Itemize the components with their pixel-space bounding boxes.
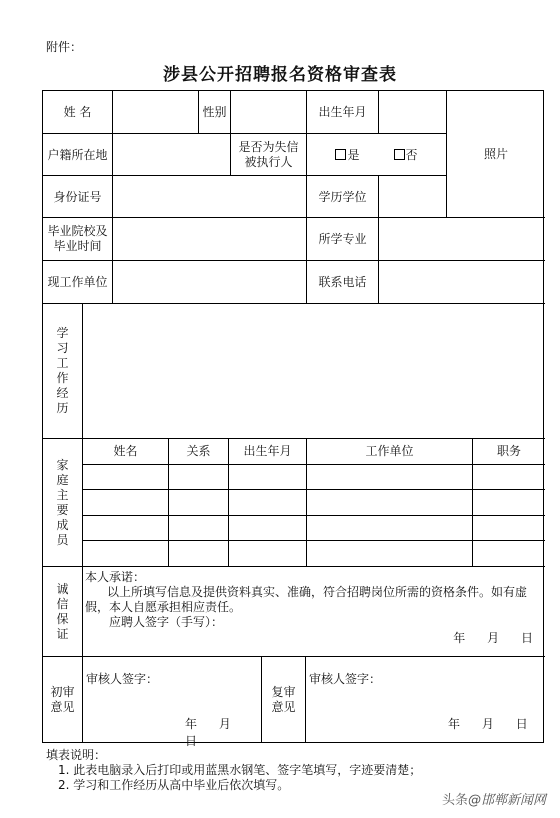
school-input[interactable]	[113, 218, 307, 261]
option-yes-label: 是	[347, 147, 360, 162]
first-review-day: 日	[185, 734, 198, 748]
gender-label: 性别	[199, 91, 231, 134]
option-no[interactable]	[394, 148, 418, 162]
page-title: 涉县公开招聘报名资格审查表	[163, 65, 397, 85]
major-input[interactable]	[379, 218, 545, 261]
study-work-input[interactable]	[83, 304, 545, 439]
phone-input[interactable]	[379, 261, 545, 304]
pledge-year: 年	[453, 631, 466, 645]
photo-label: 照片	[483, 147, 508, 161]
family-cell[interactable]	[83, 516, 169, 542]
pledge-content	[83, 567, 545, 657]
family-cell[interactable]	[473, 516, 545, 542]
discredited-label-line2: 被执行人	[244, 154, 293, 169]
first-review-line2: 意见	[50, 699, 75, 714]
family-cell[interactable]	[83, 465, 169, 491]
notes-item: 1. 此表电脑录入后打印或用蓝黑水钢笔、签字笔填写，字迹要清楚；	[58, 763, 422, 777]
family-cell[interactable]	[169, 465, 229, 491]
pledge-heading: 本人承诺：	[85, 570, 146, 584]
applicant-signature-label[interactable]: 应聘人签字（手写）：	[109, 615, 224, 629]
phone-label: 联系电话	[307, 261, 379, 304]
notes-heading: 填表说明：	[46, 748, 107, 762]
employer-input[interactable]	[113, 261, 307, 304]
study-work-char: 历	[56, 401, 69, 415]
watermark-handle: @邯郸新闻网	[467, 793, 546, 808]
notes-item: 2. 学习和工作经历从高中毕业后依次填写。	[58, 778, 290, 792]
family-char: 主	[56, 487, 69, 502]
pledge-char: 诚	[56, 581, 69, 596]
first-review-area[interactable]	[83, 657, 262, 748]
household-input[interactable]	[113, 134, 231, 176]
checkbox-icon	[394, 149, 405, 160]
watermark-prefix: 头条	[441, 793, 468, 808]
family-char: 家	[56, 457, 69, 472]
school-label-line1: 毕业院校及	[47, 224, 108, 238]
family-cell[interactable]	[83, 490, 169, 516]
birth-month-input[interactable]	[379, 91, 447, 134]
pledge-char: 证	[56, 626, 69, 641]
family-cell[interactable]	[473, 465, 545, 491]
second-review-year: 年	[448, 717, 461, 731]
school-label	[43, 218, 113, 261]
family-cell[interactable]	[169, 490, 229, 516]
pledge-label	[43, 567, 83, 657]
family-column-header: 出生年月	[229, 439, 307, 465]
first-review-date	[167, 715, 261, 749]
option-yes[interactable]	[335, 148, 359, 162]
family-cell[interactable]	[229, 516, 307, 542]
name-input[interactable]	[113, 91, 199, 134]
second-review-area[interactable]	[306, 657, 545, 742]
name-label: 姓 名	[43, 91, 113, 134]
pledge-date[interactable]	[435, 631, 533, 646]
first-review-month: 月	[218, 717, 231, 731]
form-notes	[46, 748, 421, 793]
education-input[interactable]	[379, 176, 447, 218]
second-review-date	[430, 715, 528, 732]
family-cell[interactable]	[307, 541, 473, 567]
second-review-line1: 复审	[271, 684, 296, 699]
second-review-line2: 意见	[271, 699, 296, 714]
employer-label: 现工作单位	[43, 261, 113, 304]
school-label-line2: 毕业时间	[53, 239, 102, 253]
family-label	[43, 439, 83, 567]
pledge-statement: 以上所填写信息及提供资料真实、准确，符合招聘岗位所需的资格条件。如有虚假，本人自愿承担相应责任。	[85, 585, 528, 614]
second-reviewer-signature-label: 审核人签字：	[309, 672, 382, 686]
major-label: 所学专业	[307, 218, 379, 261]
family-column-header: 职务	[473, 439, 545, 465]
family-column-header: 关系	[169, 439, 229, 465]
discredited-label	[231, 134, 307, 176]
second-review-label	[262, 657, 306, 742]
first-review-label	[43, 657, 83, 742]
family-cell[interactable]	[229, 465, 307, 491]
family-char: 庭	[56, 472, 69, 487]
household-label: 户籍所在地	[43, 134, 113, 176]
study-work-char: 作	[56, 371, 69, 385]
watermark	[442, 789, 546, 808]
pledge-month: 月	[487, 631, 500, 645]
family-cell[interactable]	[83, 541, 169, 567]
discredited-label-line1: 是否为失信	[238, 139, 299, 154]
study-work-char: 学	[56, 326, 69, 340]
first-reviewer-signature-label: 审核人签字：	[86, 672, 159, 686]
first-review-line1: 初审	[50, 684, 75, 699]
pledge-char: 信	[56, 596, 69, 611]
education-label: 学历学位	[307, 176, 379, 218]
photo-box[interactable]	[447, 91, 545, 218]
option-no-label: 否	[405, 147, 418, 162]
first-review-year: 年	[185, 717, 198, 731]
family-cell[interactable]	[229, 541, 307, 567]
id-number-input[interactable]	[113, 176, 307, 218]
family-char: 成	[56, 517, 69, 532]
pledge-char: 保	[56, 611, 69, 626]
family-char: 员	[56, 532, 69, 547]
second-review-month: 月	[481, 717, 494, 731]
family-cell[interactable]	[473, 490, 545, 516]
gender-input[interactable]	[231, 91, 307, 134]
study-work-char: 工	[56, 356, 69, 370]
family-column-header: 姓名	[83, 439, 169, 465]
family-cell[interactable]	[307, 516, 473, 542]
family-cell[interactable]	[307, 465, 473, 491]
family-cell[interactable]	[307, 490, 473, 516]
family-cell[interactable]	[169, 541, 229, 567]
attachment-label: 附件：	[46, 40, 83, 54]
study-work-label	[43, 304, 83, 439]
family-cell[interactable]	[473, 541, 545, 567]
family-cell[interactable]	[169, 516, 229, 542]
family-column-header: 工作单位	[307, 439, 473, 465]
family-cell[interactable]	[229, 490, 307, 516]
checkbox-icon	[335, 149, 346, 160]
family-char: 要	[56, 502, 69, 517]
discredited-options	[307, 134, 447, 176]
id-number-label: 身份证号	[43, 176, 113, 218]
second-review-day: 日	[515, 717, 528, 731]
birth-month-label: 出生年月	[307, 91, 379, 134]
pledge-day: 日	[520, 631, 533, 645]
study-work-char: 经	[56, 386, 69, 400]
qualification-review-form	[42, 90, 544, 748]
study-work-char: 习	[56, 341, 69, 355]
